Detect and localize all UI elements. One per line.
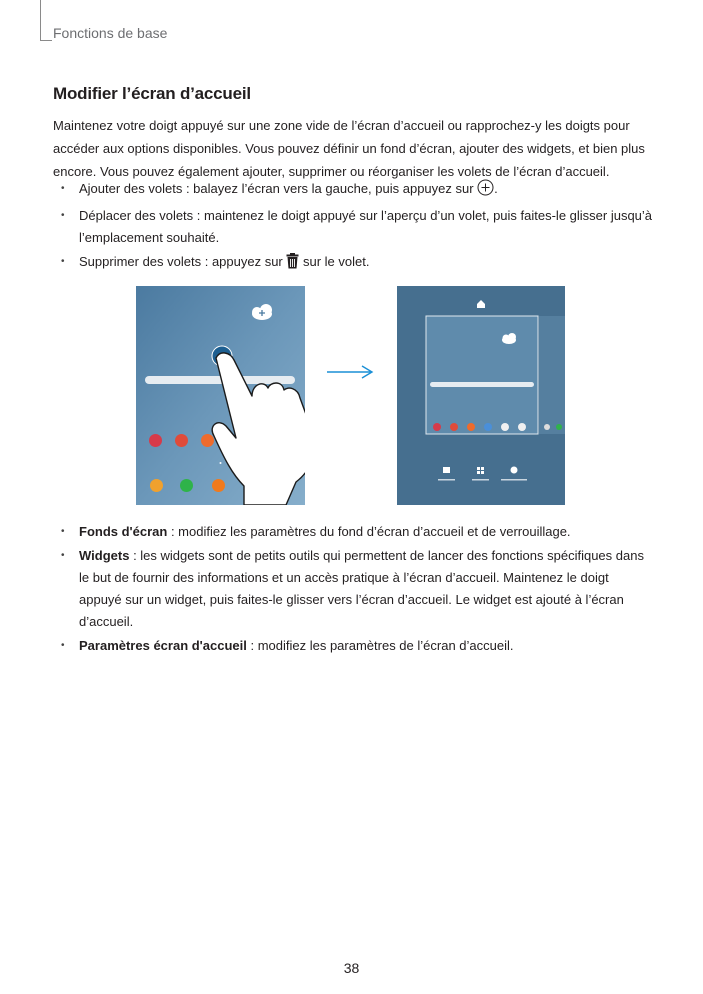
header-rule-horizontal — [40, 40, 52, 41]
transition-arrow — [326, 364, 374, 385]
home-screen-screenshot — [136, 286, 305, 505]
option-term-home-settings: Paramètres écran d'accueil — [79, 638, 247, 653]
bullet-text-end: . — [494, 181, 498, 196]
option-bullet-list — [53, 521, 653, 659]
option-description: : modifiez les paramètres du fond d’écran d’accueil et de verrouillage. — [167, 524, 571, 539]
intro-paragraph: Maintenez votre doigt appuyé sur une zone vide de l’écran d’accueil ou rapprochez-y les doigts pour accéder aux options disponibles. Vous pouvez définir un fond d’écran, ajouter des widgets, et bien plus encore. Vous pouvez également ajouter, supprimer ou réorganiser les volets de l’écran d’accueil. — [53, 118, 645, 179]
option-description: : modifiez les paramètres de l’écran d’accueil. — [246, 638, 514, 653]
list-item — [53, 545, 653, 633]
list-item — [53, 178, 653, 203]
panel-bullet-list — [53, 178, 653, 278]
bullet-text-end: sur le volet. — [299, 254, 370, 269]
option-term-wallpaper: Fonds d'écran — [79, 524, 168, 539]
option-term-widgets: Widgets — [79, 548, 130, 563]
bullet-text: Supprimer des volets : appuyez sur — [79, 254, 287, 269]
page-title: Modifier l’écran d’accueil — [53, 84, 251, 103]
list-item — [53, 251, 653, 276]
list-item — [53, 635, 653, 657]
plus-circle-icon — [477, 179, 494, 203]
header-rule-vertical — [40, 0, 41, 40]
trash-icon — [286, 253, 299, 276]
list-item — [53, 205, 653, 249]
running-header: Fonctions de base — [53, 25, 168, 41]
page-number: 38 — [343, 960, 360, 976]
edit-mode-screenshot — [397, 286, 565, 505]
bullet-text: Ajouter des volets : balayez l’écran vers la gauche, puis appuyez sur — [79, 181, 478, 196]
option-description: : les widgets sont de petits outils qui permettent de lancer des fonctions spécifiques dans le but de fournir des informations et un accès pratique à l’écran d’accueil. Maintenez le doigt appuyé sur un widget, puis faites-le glisser vers l’écran d’accueil. Le widget est ajouté à l’écran d’accueil. — [79, 548, 644, 629]
bullet-text: Déplacer des volets : maintenez le doigt appuyé sur l’aperçu d’un volet, puis faites-le glisser jusqu’à l’emplacement souhaité. — [79, 208, 653, 245]
list-item — [53, 521, 653, 543]
